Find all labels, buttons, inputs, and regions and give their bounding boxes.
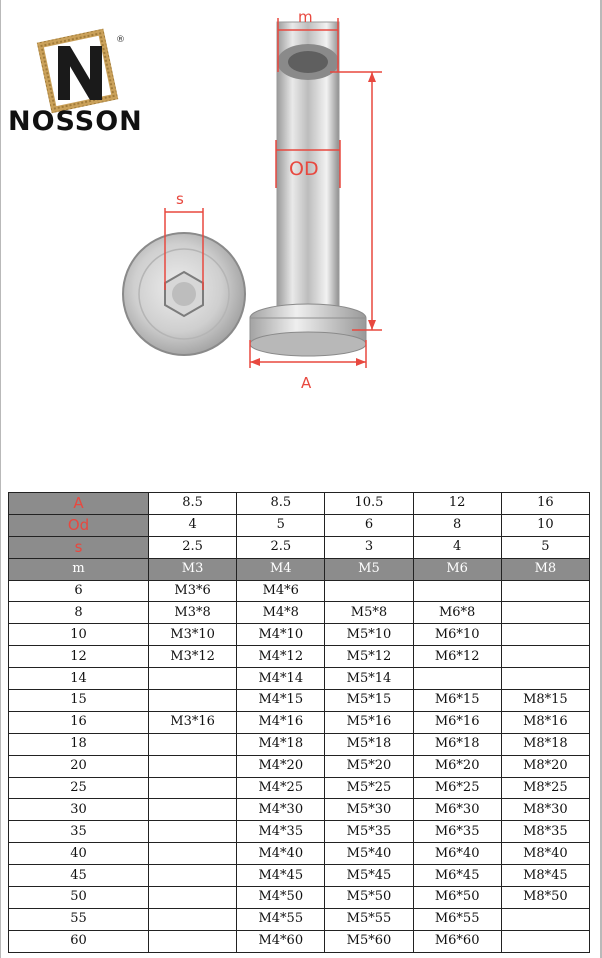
- dimension-label-a: A: [301, 374, 312, 392]
- thread-size-value: M5: [325, 558, 413, 580]
- size-cell: [501, 624, 589, 646]
- size-cell: M8*18: [501, 733, 589, 755]
- registered-mark: ®: [116, 35, 125, 45]
- size-cell: M4*30: [237, 799, 325, 821]
- length-cell: 30: [9, 799, 149, 821]
- length-cell: 8: [9, 602, 149, 624]
- length-cell: 50: [9, 887, 149, 909]
- size-cell: [501, 908, 589, 930]
- spec-header-value: 5: [501, 536, 589, 558]
- size-cell: [413, 668, 501, 690]
- spec-header-value: 10: [501, 514, 589, 536]
- size-cell: M8*50: [501, 887, 589, 909]
- size-cell: M5*12: [325, 646, 413, 668]
- size-cell: M4*16: [237, 711, 325, 733]
- size-cell: M5*55: [325, 908, 413, 930]
- size-cell: M6*16: [413, 711, 501, 733]
- thread-size-value: M8: [501, 558, 589, 580]
- spec-header-value: 8.5: [237, 493, 325, 515]
- spec-header-label: Od: [9, 514, 149, 536]
- dimension-label-m: m: [298, 8, 313, 26]
- size-cell: M8*16: [501, 711, 589, 733]
- spec-header-value: 5: [237, 514, 325, 536]
- size-cell: M6*45: [413, 865, 501, 887]
- spec-header-value: 16: [501, 493, 589, 515]
- length-cell: 16: [9, 711, 149, 733]
- size-cell: M4*60: [237, 930, 325, 952]
- spec-header-value: 6: [325, 514, 413, 536]
- table-row: [9, 755, 590, 777]
- table-row: [9, 843, 590, 865]
- table-row: [9, 930, 590, 952]
- size-cell: M5*18: [325, 733, 413, 755]
- size-cell: M3*12: [149, 646, 237, 668]
- size-cell: [149, 908, 237, 930]
- size-cell: [149, 799, 237, 821]
- length-cell: 45: [9, 865, 149, 887]
- size-cell: M3*6: [149, 580, 237, 602]
- size-cell: M3*8: [149, 602, 237, 624]
- size-cell: [501, 930, 589, 952]
- size-cell: M5*25: [325, 777, 413, 799]
- length-cell: 60: [9, 930, 149, 952]
- size-cell: M8*25: [501, 777, 589, 799]
- size-cell: M6*8: [413, 602, 501, 624]
- size-cell: [149, 668, 237, 690]
- length-cell: 15: [9, 690, 149, 712]
- size-cell: M5*30: [325, 799, 413, 821]
- size-cell: M5*14: [325, 668, 413, 690]
- size-cell: [149, 755, 237, 777]
- size-cell: M4*25: [237, 777, 325, 799]
- size-cell: M4*8: [237, 602, 325, 624]
- table-row: [9, 602, 590, 624]
- size-cell: M5*16: [325, 711, 413, 733]
- table-row: [9, 733, 590, 755]
- size-cell: M4*55: [237, 908, 325, 930]
- product-diagram: [0, 0, 602, 400]
- dimension-label-s: s: [176, 190, 184, 208]
- screw-head-end-view: [123, 233, 245, 355]
- length-cell: 40: [9, 843, 149, 865]
- size-cell: [149, 887, 237, 909]
- size-cell: [149, 690, 237, 712]
- thread-size-value: M6: [413, 558, 501, 580]
- spec-header-value: 8.5: [149, 493, 237, 515]
- table-row: [9, 887, 590, 909]
- spec-header-value: 8: [413, 514, 501, 536]
- length-cell: 6: [9, 580, 149, 602]
- size-cell: M5*8: [325, 602, 413, 624]
- table-row: [9, 690, 590, 712]
- thread-size-row: [9, 558, 590, 580]
- table-row: [9, 646, 590, 668]
- size-cell: M8*40: [501, 843, 589, 865]
- length-cell: 35: [9, 821, 149, 843]
- size-cell: M4*15: [237, 690, 325, 712]
- table-row: [9, 821, 590, 843]
- spec-header-value: 10.5: [325, 493, 413, 515]
- size-cell: [149, 865, 237, 887]
- spec-header-value: 4: [149, 514, 237, 536]
- size-spec-table: [8, 492, 590, 953]
- spec-header-value: 2.5: [149, 536, 237, 558]
- table-row: [9, 777, 590, 799]
- size-cell: M5*20: [325, 755, 413, 777]
- size-cell: M6*10: [413, 624, 501, 646]
- size-cell: M8*45: [501, 865, 589, 887]
- table-row: [9, 799, 590, 821]
- size-cell: M6*55: [413, 908, 501, 930]
- size-cell: M4*35: [237, 821, 325, 843]
- size-cell: M6*12: [413, 646, 501, 668]
- length-cell: 20: [9, 755, 149, 777]
- size-cell: M5*35: [325, 821, 413, 843]
- size-cell: M4*12: [237, 646, 325, 668]
- size-cell: M3*16: [149, 711, 237, 733]
- size-cell: M6*18: [413, 733, 501, 755]
- size-cell: M4*40: [237, 843, 325, 865]
- thread-size-value: M4: [237, 558, 325, 580]
- size-cell: M5*10: [325, 624, 413, 646]
- size-cell: M4*18: [237, 733, 325, 755]
- size-cell: M6*25: [413, 777, 501, 799]
- size-cell: M6*15: [413, 690, 501, 712]
- size-cell: [501, 646, 589, 668]
- size-cell: M8*15: [501, 690, 589, 712]
- dimension-label-od: OD: [289, 158, 319, 180]
- table-row: [9, 908, 590, 930]
- size-cell: M5*45: [325, 865, 413, 887]
- size-cell: [413, 580, 501, 602]
- size-cell: M4*45: [237, 865, 325, 887]
- table-row: [9, 580, 590, 602]
- spec-header-value: 4: [413, 536, 501, 558]
- spec-header-value: 3: [325, 536, 413, 558]
- spec-header-value: 12: [413, 493, 501, 515]
- length-cell: 55: [9, 908, 149, 930]
- size-cell: M3*10: [149, 624, 237, 646]
- table-row: [9, 711, 590, 733]
- size-cell: M4*14: [237, 668, 325, 690]
- size-cell: M6*50: [413, 887, 501, 909]
- table-row: [9, 865, 590, 887]
- size-cell: M6*30: [413, 799, 501, 821]
- size-cell: M4*6: [237, 580, 325, 602]
- length-cell: 18: [9, 733, 149, 755]
- spec-header-label: A: [9, 493, 149, 515]
- table-row: [9, 624, 590, 646]
- size-cell: M4*10: [237, 624, 325, 646]
- table-row: [9, 668, 590, 690]
- spec-header-value: 2.5: [237, 536, 325, 558]
- size-cell: M6*60: [413, 930, 501, 952]
- thread-size-value: M3: [149, 558, 237, 580]
- spec-header-row: [9, 514, 590, 536]
- length-cell: 25: [9, 777, 149, 799]
- size-cell: M5*40: [325, 843, 413, 865]
- size-cell: [501, 602, 589, 624]
- size-cell: M4*50: [237, 887, 325, 909]
- spec-header-label: s: [9, 536, 149, 558]
- size-cell: M6*40: [413, 843, 501, 865]
- size-cell: M8*30: [501, 799, 589, 821]
- size-cell: [501, 668, 589, 690]
- size-cell: [149, 843, 237, 865]
- size-cell: M4*20: [237, 755, 325, 777]
- length-cell: 14: [9, 668, 149, 690]
- size-cell: M5*15: [325, 690, 413, 712]
- length-cell: 10: [9, 624, 149, 646]
- size-cell: M8*20: [501, 755, 589, 777]
- size-cell: M6*20: [413, 755, 501, 777]
- size-cell: M5*50: [325, 887, 413, 909]
- size-cell: [149, 930, 237, 952]
- length-cell: 12: [9, 646, 149, 668]
- spec-header-row: [9, 536, 590, 558]
- size-cell: [149, 733, 237, 755]
- brand-name: NOSSON: [8, 106, 143, 137]
- size-cell: M5*60: [325, 930, 413, 952]
- size-cell: [325, 580, 413, 602]
- size-cell: [501, 580, 589, 602]
- spec-header-row: [9, 493, 590, 515]
- size-cell: M6*35: [413, 821, 501, 843]
- size-cell: [149, 821, 237, 843]
- size-cell: M8*35: [501, 821, 589, 843]
- size-cell: [149, 777, 237, 799]
- thread-size-label: m: [9, 558, 149, 580]
